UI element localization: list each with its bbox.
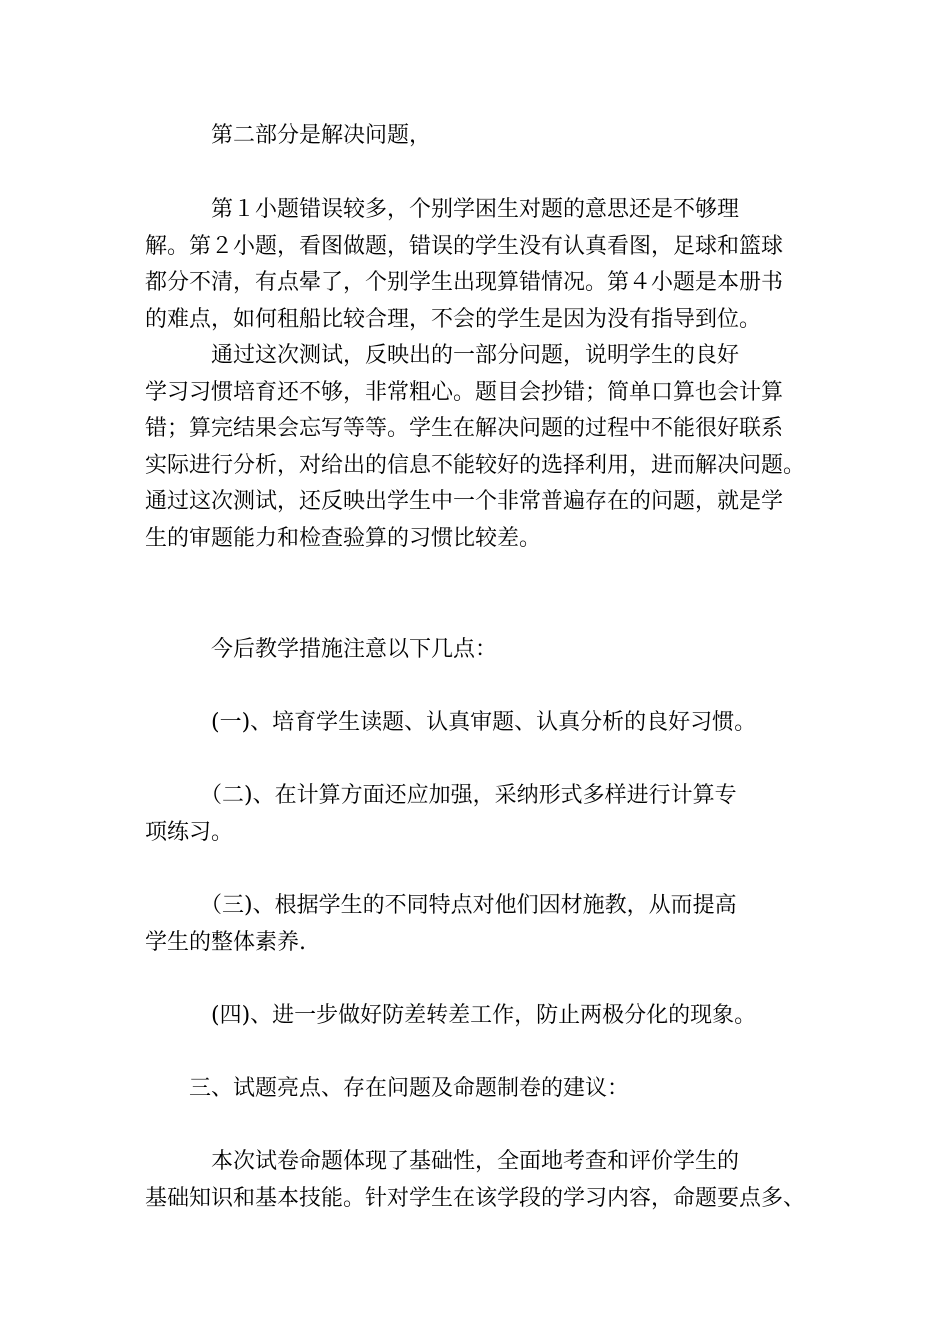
paragraph-measure-three	[145, 888, 825, 961]
paragraph-exam-highlights	[145, 1144, 825, 1217]
text-line: 三、试题亮点、存在问题及命题制卷的建议：	[145, 1076, 630, 1101]
text-line: 学习习惯培育还不够，非常粗心。题目会抄错；简单口算也会计算	[145, 379, 784, 405]
text-line: 通过这次测试，反映出的一部分问题，说明学生的良好	[145, 343, 740, 368]
text-line: 生的审题能力和检查验算的习惯比较差。	[145, 525, 542, 551]
text-line: 第二部分是解决问题，	[145, 123, 432, 148]
paragraph-measures-heading	[145, 632, 825, 669]
text-line: 本次试卷命题体现了基础性，全面地考查和评价学生的	[145, 1149, 740, 1174]
paragraph-measure-one	[145, 705, 825, 742]
paragraph-measure-two	[145, 778, 825, 851]
text-line: 实际进行分析，对给出的信息不能较好的选择利用，进而解决问题。	[145, 452, 806, 478]
section-three-heading	[145, 1071, 825, 1108]
text-line: 学生的整体素养.	[145, 929, 306, 955]
text-line: 错；算完结果会忘写等等。学生在解决问题的过程中不能很好联系	[145, 416, 784, 441]
text-line: 基础知识和基本技能。针对学生在该学段的学习内容，命题要点多、	[145, 1185, 806, 1211]
text-line: （三)、根据学生的不同特点对他们因材施教，从而提高	[145, 893, 737, 918]
text-line: 项练习。	[145, 819, 234, 845]
text-line: 第１小题错误较多，个别学困生对题的意思还是不够理	[145, 197, 740, 222]
text-line: (一)、培育学生读题、认真审题、认真分析的良好习惯。	[145, 710, 757, 735]
text-line: 解。第２小题，看图做题，错误的学生没有认真看图，足球和篮球	[145, 233, 784, 259]
paragraph-test-reflection	[145, 338, 825, 557]
text-line: 都分不清，有点晕了，个别学生出现算错情况。第４小题是本册书	[145, 270, 784, 295]
text-line: 的难点，如何租船比较合理，不会的学生是因为没有指导到位。	[145, 306, 762, 332]
text-line: 通过这次测试，还反映出学生中一个非常普遍存在的问题，就是学	[145, 489, 784, 514]
paragraph-question-analysis	[145, 192, 825, 338]
text-line: (四)、进一步做好防差转差工作，防止两极分化的现象。	[145, 1003, 757, 1028]
paragraph-measure-four	[145, 998, 825, 1035]
paragraph-part-two-heading	[145, 118, 825, 155]
text-line: （二)、在计算方面还应加强，采纳形式多样进行计算专	[145, 783, 737, 808]
text-line: 今后教学措施注意以下几点：	[145, 637, 498, 662]
